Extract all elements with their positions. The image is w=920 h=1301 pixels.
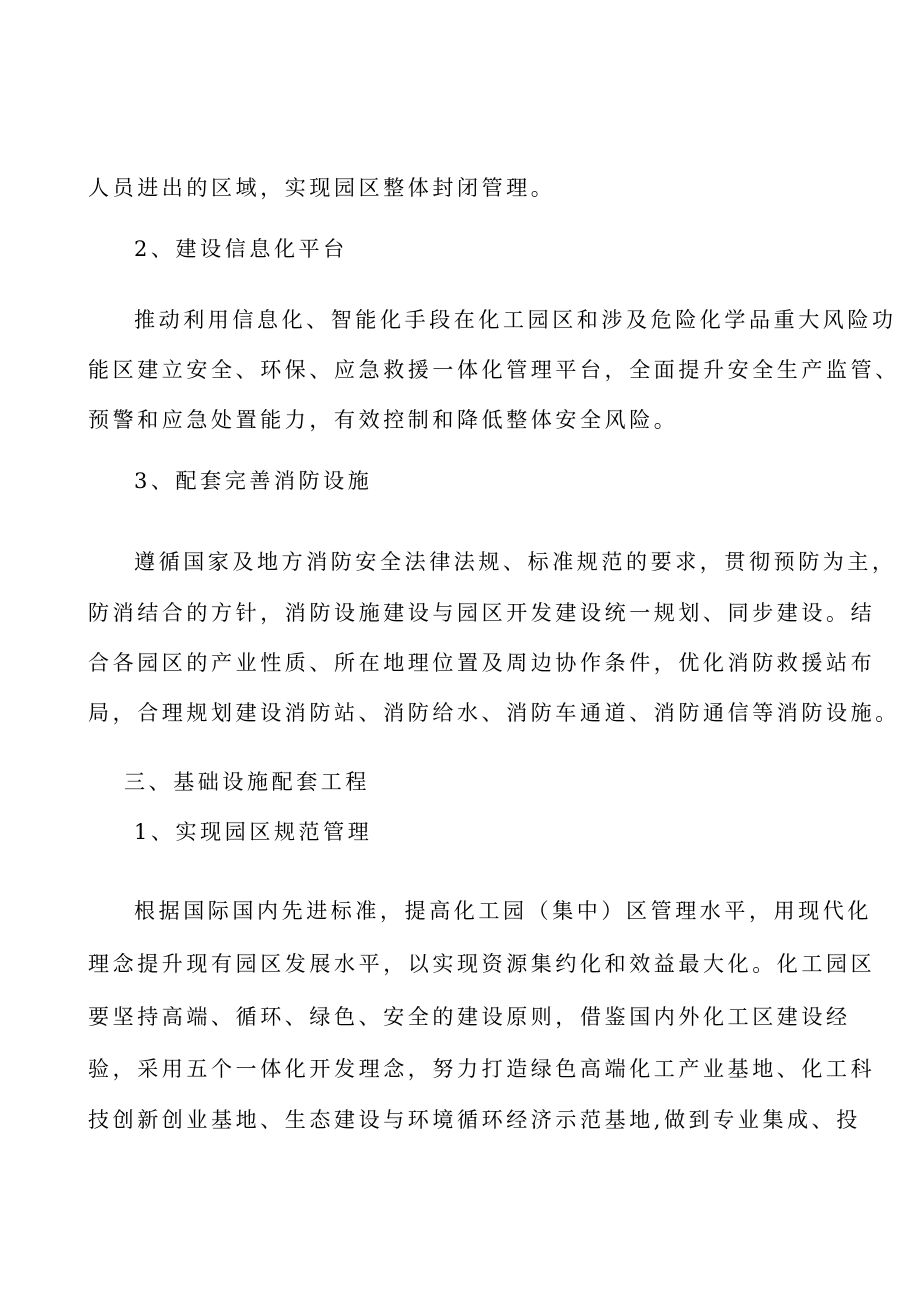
section-heading: 1、实现园区规范管理 bbox=[134, 820, 373, 844]
paragraph-line: 要坚持高端、循环、绿色、安全的建设原则，借鉴国内外化工区建设经 bbox=[88, 1005, 851, 1029]
paragraph-line: 技创新创业基地、生态建设与环境循环经济示范基地,做到专业集成、投 bbox=[88, 1108, 861, 1132]
section-heading: 三、基础设施配套工程 bbox=[124, 770, 370, 794]
paragraph-line: 推动利用信息化、智能化手段在化工园区和涉及危险化学品重大风险功 bbox=[134, 308, 897, 332]
paragraph-line: 预警和应急处置能力，有效控制和降低整体安全风险。 bbox=[88, 408, 679, 432]
section-heading: 2、建设信息化平台 bbox=[134, 237, 348, 261]
section-heading: 3、配套完善消防设施 bbox=[134, 469, 373, 493]
paragraph-line: 验，采用五个一体化开发理念，努力打造绿色高端化工产业基地、化工科 bbox=[88, 1057, 876, 1081]
paragraph-line: 遵循国家及地方消防安全法律法规、标准规范的要求，贯彻预防为主， bbox=[134, 550, 897, 574]
paragraph-line: 合各园区的产业性质、所在地理位置及周边协作条件，优化消防救援站布 bbox=[88, 651, 876, 675]
paragraph-line: 能区建立安全、环保、应急救援一体化管理平台，全面提升安全生产监管、 bbox=[88, 358, 900, 382]
paragraph-line: 根据国际国内先进标准，提高化工园（集中）区管理水平，用现代化 bbox=[134, 899, 872, 923]
paragraph-line: 局，合理规划建设消防站、消防给水、消防车通道、消防通信等消防设施。 bbox=[88, 701, 900, 725]
paragraph-line: 理念提升现有园区发展水平，以实现资源集约化和效益最大化。化工园区 bbox=[88, 952, 876, 976]
paragraph-line: 人员进出的区域，实现园区整体封闭管理。 bbox=[88, 176, 556, 200]
paragraph-line: 防消结合的方针，消防设施建设与园区开发建设统一规划、同步建设。结 bbox=[88, 601, 876, 625]
